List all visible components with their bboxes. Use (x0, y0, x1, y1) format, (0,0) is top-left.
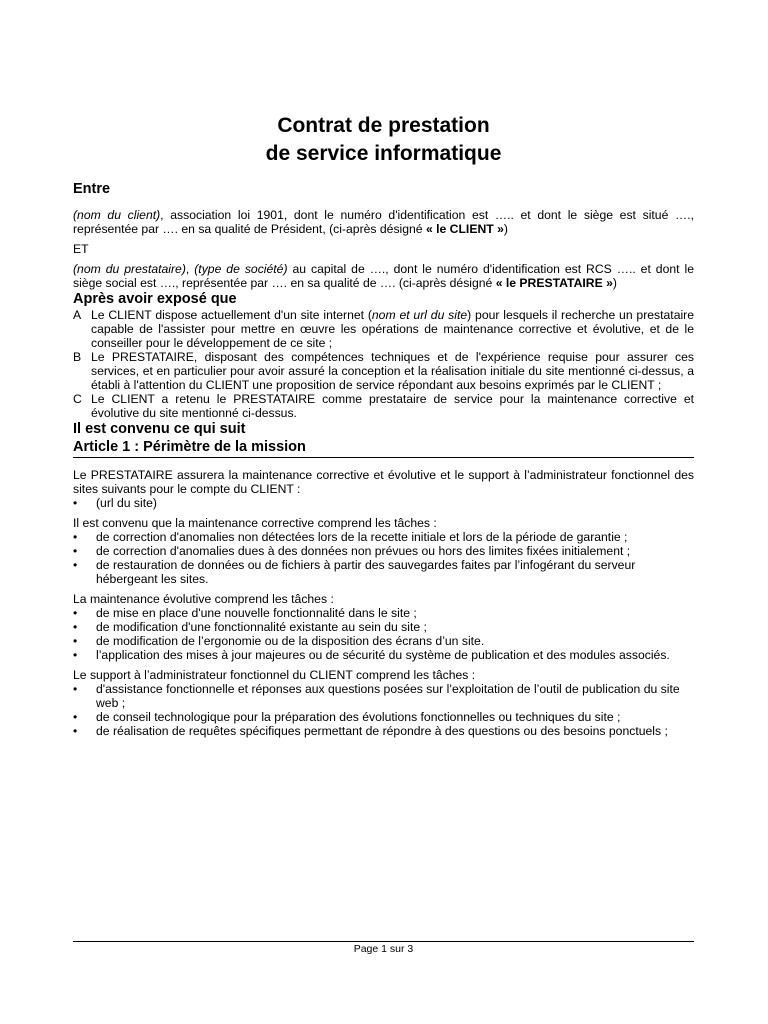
list-item: • de conseil technologique pour la préparation des évolutions fonctionnelles ou techniques du site ; (73, 710, 694, 724)
prestataire-name-placeholder: (nom du prestataire) (73, 262, 186, 276)
recital-item: A Le CLIENT dispose actuellement d'un site internet (nom et url du site) pour lesquels il recherche un prestataire capable de l'assister pour mettre en œuvre les opérations de maintenance corrective et évolutive, et de le conseiller pour le développement de ce site ; (73, 308, 695, 350)
evolutive-intro: La maintenance évolutive comprend les tâches : (73, 592, 334, 606)
support-list (73, 682, 694, 738)
title-line-2: de service informatique (265, 142, 502, 165)
client-paragraph: (nom du client), association loi 1901, dont le numéro d'identification est ….. et dont le siège est situé …., représentée par …. en sa qualité de Président, (ci-après désigné « le CLIENT ») (73, 208, 694, 236)
document-title (73, 112, 694, 168)
list-item: • de correction d'anomalies dues à des données non prévues ou hors des limites fixées initialement ; (73, 544, 694, 558)
client-label: « le CLIENT » (425, 222, 504, 236)
recital-item: C Le CLIENT a retenu le PRESTATAIRE comme prestataire de service pour la maintenance corrective et évolutive du site mentionné ci-dessus. (73, 392, 694, 420)
recitals-list (73, 308, 694, 420)
prestataire-label: « le PRESTATAIRE » (495, 276, 613, 290)
heading-il-est-convenu: Il est convenu ce qui suit (73, 421, 246, 437)
sites-list (73, 496, 694, 510)
title-line-1: Contrat de prestation (277, 114, 490, 137)
corrective-list (73, 530, 694, 586)
list-item: • de modification de l’ergonomie ou de la disposition des écrans d’un site. (73, 634, 694, 648)
article1-intro: Le PRESTATAIRE assurera la maintenance corrective et évolutive et le support à l’administrateur fonctionnel des sites suivants pour le compte du CLIENT : (73, 468, 694, 496)
list-item: • de réalisation de requêtes spécifiques permettant de répondre à des questions ou des besoins ponctuels ; (73, 724, 694, 738)
client-name-placeholder: (nom du client) (73, 208, 161, 222)
heading-article-1: Article 1 : Périmètre de la mission (73, 438, 694, 458)
list-item: • de mise en place d'une nouvelle fonctionnalité dans le site ; (73, 606, 694, 620)
support-intro: Le support à l’administrateur fonctionnel du CLIENT comprend les tâches : (73, 668, 476, 682)
recital-item: B Le PRESTATAIRE, disposant des compétences techniques et de l'expérience requise pour assurer ces services, et en particulier pour avoir assuré la conception et la réalisation initiale du site mentionné ci-dessus, a établi à l'attention du CLIENT une proposition de service répondant aux besoins exprimés par le CLIENT ; (73, 350, 694, 392)
heading-apres-avoir-expose: Après avoir exposé que (73, 291, 237, 307)
list-item: • de correction d'anomalies non détectées lors de la recette initiale et lors de la période de garantie ; (73, 530, 694, 544)
heading-entre: Entre (73, 181, 111, 197)
list-item: • (url du site) (73, 496, 694, 510)
footer-divider (73, 941, 694, 942)
prestataire-paragraph: (nom du prestataire), (type de société) au capital de …., dont le numéro d'identification est RCS ….. et dont le siège social est …., représentée par …. en sa qualité de …. (ci-après désigné « le PRESTATAIRE ») (73, 262, 694, 290)
et-separator: ET (73, 242, 89, 256)
document-page (73, 112, 694, 738)
company-type-placeholder: (type de société) (194, 262, 288, 276)
corrective-intro: Il est convenu que la maintenance corrective comprend les tâches : (73, 516, 437, 530)
list-item: • de modification d'une fonctionnalité existante au sein du site ; (73, 620, 694, 634)
list-item: • de restauration de données ou de fichiers à partir des sauvegardes faites par l’infogérant du serveur hébergeant les sites. (73, 558, 694, 586)
page-number: Page 1 sur 3 (353, 943, 414, 955)
evolutive-list (73, 606, 694, 662)
list-item: • d'assistance fonctionnelle et réponses aux questions posées sur l’exploitation de l’outil de publication du site web ; (73, 682, 694, 710)
list-item: • l’application des mises à jour majeures ou de sécurité du système de publication et des modules associés. (73, 648, 694, 662)
